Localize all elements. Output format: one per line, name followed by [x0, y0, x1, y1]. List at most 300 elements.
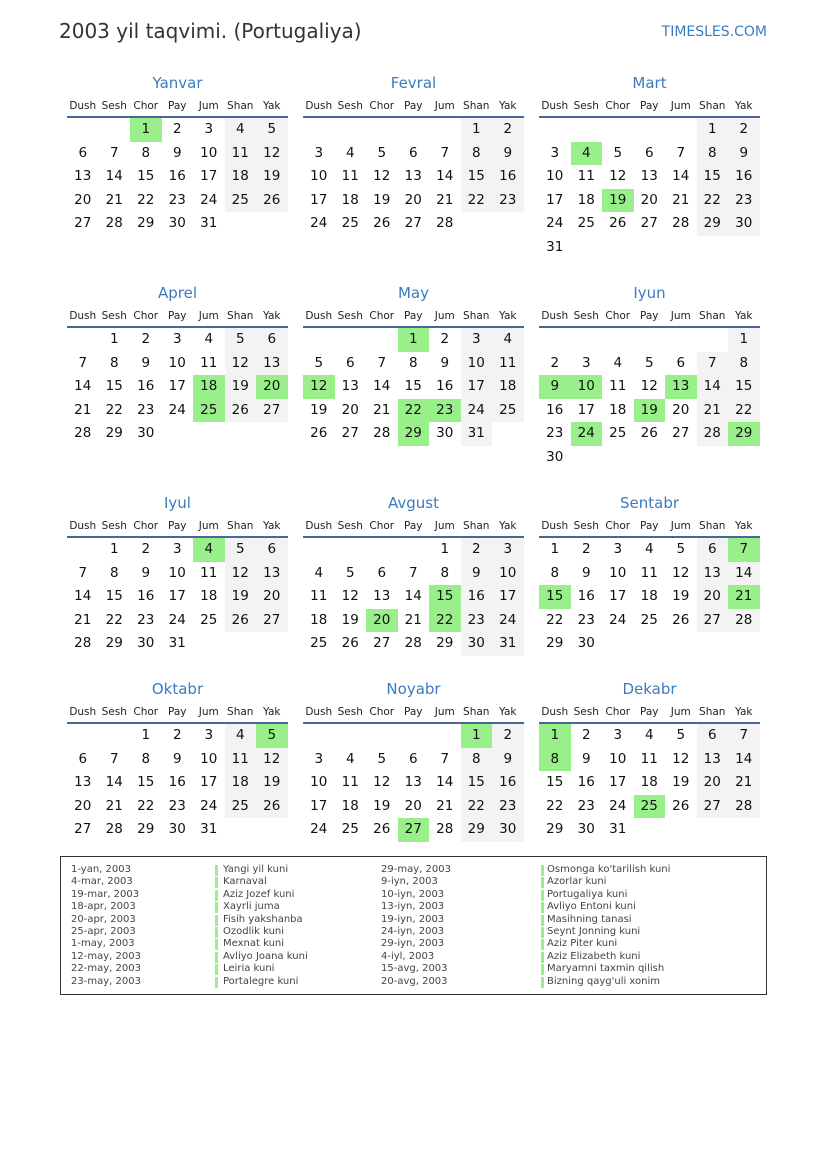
weekday-header: Dush: [541, 706, 569, 718]
holiday-color-marker: [541, 877, 544, 888]
day-cell: 22: [546, 611, 564, 628]
day-cell: 30: [137, 425, 155, 442]
holiday-day-cell: 22: [398, 399, 430, 423]
holiday-day-cell: 12: [303, 375, 335, 399]
day-cell: 9: [728, 142, 760, 166]
weekday-header: Yak: [263, 100, 281, 112]
day-cell: 18: [640, 588, 658, 605]
day-cell: 17: [609, 774, 627, 791]
day-cell: 7: [440, 750, 450, 767]
day-cell: 6: [697, 538, 729, 562]
day-cell: 16: [577, 588, 595, 605]
day-cell: 10: [168, 354, 186, 371]
day-cell: 30: [728, 212, 760, 236]
holiday-day-cell: 27: [398, 818, 430, 842]
day-cell: 21: [105, 797, 123, 814]
day-cell: 30: [168, 821, 186, 838]
day-cell: 9: [440, 354, 450, 371]
day-cell: 7: [78, 564, 88, 581]
day-cell: 17: [546, 191, 564, 208]
weekday-header: Sesh: [337, 100, 363, 112]
day-cell: 2: [581, 727, 591, 743]
day-cell: 15: [546, 774, 564, 791]
day-cell: 21: [728, 771, 760, 795]
day-cell: 16: [546, 401, 564, 418]
day-cell: 29: [105, 425, 123, 442]
day-cell: 1: [109, 331, 119, 347]
day-cell: 31: [200, 215, 218, 232]
legend-holiday-name: Osmonga ko'tarilish kuni: [547, 864, 671, 875]
day-cell: 5: [377, 144, 387, 161]
day-cell: 17: [200, 774, 218, 791]
day-cell: 13: [640, 168, 658, 185]
weekday-header: Chor: [133, 520, 159, 532]
day-cell: 26: [373, 821, 391, 838]
day-cell: 28: [74, 425, 92, 442]
legend-date: 22-may, 2003: [71, 963, 141, 975]
day-cell: 28: [672, 215, 690, 232]
day-cell: 31: [546, 239, 564, 255]
day-cell: 13: [404, 774, 422, 791]
holiday-day-cell: 25: [193, 399, 225, 423]
weekday-header: Chor: [369, 520, 395, 532]
legend-holiday-name: Yangi yil kuni: [223, 864, 289, 875]
day-cell: 14: [74, 378, 92, 395]
day-cell: 7: [109, 144, 119, 161]
day-cell: 4: [644, 727, 654, 743]
day-cell: 21: [672, 191, 690, 208]
day-cell: 13: [697, 748, 729, 772]
holiday-day-cell: 19: [602, 189, 634, 213]
weekday-header: Pay: [403, 310, 423, 322]
day-cell: 1: [728, 328, 760, 352]
day-cell: 8: [461, 142, 493, 166]
day-cell: 29: [105, 635, 123, 652]
legend-holiday-name: Azorlar kuni: [547, 876, 607, 888]
weekday-header: Shan: [463, 310, 490, 322]
day-cell: 27: [256, 609, 288, 633]
day-cell: 18: [225, 165, 257, 189]
day-cell: 24: [168, 401, 186, 418]
day-cell: 28: [697, 422, 729, 446]
day-cell: 29: [546, 635, 564, 652]
weekday-header: Pay: [639, 100, 659, 112]
weekday-header: Sesh: [337, 520, 363, 532]
holiday-color-marker: [541, 964, 544, 975]
day-cell: 7: [377, 354, 387, 371]
weekday-header: Sesh: [573, 310, 599, 322]
day-cell: 12: [256, 142, 288, 166]
day-cell: 4: [314, 564, 324, 581]
day-cell: 16: [492, 165, 524, 189]
day-cell: 4: [204, 331, 214, 347]
day-cell: 8: [109, 564, 119, 581]
day-cell: 12: [672, 750, 690, 767]
day-cell: 30: [577, 635, 595, 652]
weekday-header: Sesh: [337, 310, 363, 322]
legend-date: 12-may, 2003: [71, 950, 141, 962]
day-cell: 13: [404, 168, 422, 185]
day-cell: 3: [613, 541, 623, 557]
day-cell: 18: [492, 375, 524, 399]
holiday-color-marker: [215, 939, 218, 950]
day-cell: 9: [172, 144, 182, 161]
holiday-day-cell: 22: [429, 609, 461, 633]
day-cell: 23: [461, 609, 493, 633]
day-cell: 11: [225, 142, 257, 166]
day-cell: 1: [109, 541, 119, 557]
day-cell: 8: [461, 748, 493, 772]
day-cell: 4: [225, 724, 257, 748]
holiday-day-cell: 19: [634, 399, 666, 423]
day-cell: 15: [461, 165, 493, 189]
weekday-header: Shan: [699, 100, 726, 112]
day-cell: 14: [436, 168, 454, 185]
weekday-header: Chor: [133, 100, 159, 112]
day-cell: 17: [310, 191, 328, 208]
day-cell: 26: [225, 399, 257, 423]
legend-holiday-name: Seynt Jonning kuni: [547, 926, 641, 937]
day-cell: 10: [168, 564, 186, 581]
weekday-header: Chor: [605, 310, 631, 322]
day-cell: 18: [341, 797, 359, 814]
holiday-color-marker: [541, 977, 544, 988]
day-cell: 24: [310, 215, 328, 232]
holiday-color-marker: [215, 964, 218, 975]
day-cell: 5: [314, 354, 324, 371]
day-cell: 17: [310, 797, 328, 814]
day-cell: 11: [341, 774, 359, 791]
day-cell: 6: [377, 564, 387, 581]
day-cell: 17: [492, 585, 524, 609]
day-cell: 22: [137, 191, 155, 208]
day-cell: 15: [105, 588, 123, 605]
day-cell: 17: [577, 401, 595, 418]
legend-holiday-name: Aziz Elizabeth kuni: [547, 950, 641, 962]
holiday-color-marker: [541, 865, 544, 876]
holiday-day-cell: 25: [634, 795, 666, 819]
day-cell: 21: [74, 611, 92, 628]
day-cell: 11: [492, 352, 524, 376]
weekday-header: Pay: [167, 520, 187, 532]
day-cell: 12: [225, 562, 257, 586]
day-cell: 12: [640, 378, 658, 395]
holiday-day-cell: 24: [571, 422, 603, 446]
day-cell: 28: [105, 821, 123, 838]
day-cell: 29: [461, 818, 493, 842]
day-cell: 21: [436, 191, 454, 208]
day-cell: 15: [137, 774, 155, 791]
day-cell: 13: [74, 168, 92, 185]
holiday-day-cell: 9: [539, 375, 571, 399]
day-cell: 25: [225, 795, 257, 819]
day-cell: 10: [310, 168, 328, 185]
legend-date: 19-mar, 2003: [71, 888, 140, 900]
day-cell: 2: [728, 118, 760, 142]
day-cell: 21: [74, 401, 92, 418]
day-cell: 19: [672, 588, 690, 605]
weekday-header: Sesh: [573, 100, 599, 112]
weekday-header: Yak: [735, 310, 753, 322]
day-cell: 5: [676, 541, 686, 557]
holiday-day-cell: 20: [256, 375, 288, 399]
day-cell: 13: [256, 562, 288, 586]
legend-date: 29-may, 2003: [381, 864, 451, 875]
holiday-day-cell: 23: [429, 399, 461, 423]
weekday-header: Dush: [69, 310, 97, 322]
day-cell: 23: [577, 611, 595, 628]
day-cell: 15: [137, 168, 155, 185]
day-cell: 26: [672, 797, 690, 814]
day-cell: 25: [640, 611, 658, 628]
day-cell: 27: [640, 215, 658, 232]
day-cell: 14: [672, 168, 690, 185]
day-cell: 20: [341, 401, 359, 418]
day-cell: 3: [314, 144, 324, 161]
weekday-header: Shan: [227, 520, 254, 532]
holiday-day-cell: 1: [539, 724, 571, 748]
day-cell: 5: [644, 354, 654, 371]
weekday-header: Shan: [699, 520, 726, 532]
day-cell: 12: [341, 588, 359, 605]
day-cell: 19: [310, 401, 328, 418]
day-cell: 14: [373, 378, 391, 395]
holiday-color-marker: [215, 927, 218, 938]
day-cell: 3: [172, 541, 182, 557]
holiday-day-cell: 21: [728, 585, 760, 609]
weekday-header: Jum: [198, 310, 219, 322]
day-cell: 16: [728, 165, 760, 189]
day-cell: 10: [461, 352, 493, 376]
month-title: Sentabr: [619, 494, 680, 512]
day-cell: 20: [404, 191, 422, 208]
holiday-color-marker: [215, 865, 218, 876]
month-title: Mart: [632, 74, 667, 92]
legend-date: 1-yan, 2003: [71, 864, 131, 875]
legend-holiday-name: Maryamni taxmin qilish: [547, 963, 665, 975]
day-cell: 28: [728, 795, 760, 819]
weekday-header: Shan: [699, 310, 726, 322]
day-cell: 12: [373, 168, 391, 185]
day-cell: 20: [697, 585, 729, 609]
day-cell: 2: [172, 121, 182, 137]
weekday-header: Pay: [403, 520, 423, 532]
day-cell: 2: [492, 724, 524, 748]
weekday-header: Jum: [670, 520, 691, 532]
weekday-header: Sesh: [573, 520, 599, 532]
day-cell: 7: [697, 352, 729, 376]
day-cell: 23: [546, 425, 564, 442]
day-cell: 11: [640, 750, 658, 767]
day-cell: 10: [546, 168, 564, 185]
holiday-day-cell: 29: [728, 422, 760, 446]
legend-date: 1-may, 2003: [71, 938, 135, 950]
legend-holiday-name: Fisih yakshanba: [223, 913, 303, 925]
day-cell: 15: [728, 375, 760, 399]
day-cell: 2: [440, 331, 450, 347]
day-cell: 31: [168, 635, 186, 652]
day-cell: 16: [168, 168, 186, 185]
month-title: Avgust: [388, 494, 439, 512]
month-title: Yanvar: [152, 74, 203, 92]
day-cell: 6: [676, 354, 686, 371]
day-cell: 28: [404, 635, 422, 652]
day-cell: 17: [200, 168, 218, 185]
weekday-header: Sesh: [337, 706, 363, 718]
holiday-color-marker: [541, 952, 544, 963]
weekday-header: Chor: [133, 310, 159, 322]
month-title: Dekabr: [622, 680, 677, 698]
holiday-legend: [60, 856, 767, 995]
weekday-header: Jum: [670, 310, 691, 322]
weekday-header: Chor: [369, 706, 395, 718]
legend-date: 29-iyn, 2003: [381, 938, 445, 950]
legend-date: 20-avg, 2003: [381, 975, 448, 987]
day-cell: 8: [440, 564, 450, 581]
legend-date: 10-iyn, 2003: [381, 888, 445, 900]
day-cell: 4: [644, 541, 654, 557]
day-cell: 8: [697, 142, 729, 166]
day-cell: 16: [168, 774, 186, 791]
day-cell: 7: [78, 354, 88, 371]
day-cell: 11: [640, 564, 658, 581]
weekday-header: Yak: [263, 706, 281, 718]
day-cell: 9: [141, 564, 151, 581]
day-cell: 6: [256, 538, 288, 562]
day-cell: 28: [436, 215, 454, 232]
weekday-header: Chor: [605, 100, 631, 112]
day-cell: 3: [550, 144, 560, 161]
day-cell: 3: [492, 538, 524, 562]
day-cell: 16: [137, 588, 155, 605]
day-cell: 11: [609, 378, 627, 395]
day-cell: 16: [577, 774, 595, 791]
day-cell: 10: [609, 564, 627, 581]
weekday-header: Pay: [167, 706, 187, 718]
day-cell: 8: [550, 564, 560, 581]
day-cell: 19: [256, 771, 288, 795]
day-cell: 21: [105, 191, 123, 208]
day-cell: 9: [492, 142, 524, 166]
day-cell: 25: [341, 821, 359, 838]
day-cell: 27: [697, 795, 729, 819]
day-cell: 2: [172, 727, 182, 743]
legend-holiday-name: Aziz Piter kuni: [547, 938, 618, 950]
page-title: 2003 yil taqvimi. (Portugaliya): [59, 19, 362, 43]
day-cell: 24: [609, 611, 627, 628]
legend-holiday-name: Mexnat kuni: [223, 938, 285, 950]
day-cell: 6: [644, 144, 654, 161]
day-cell: 9: [492, 748, 524, 772]
weekday-header: Jum: [198, 100, 219, 112]
day-cell: 26: [256, 189, 288, 213]
holiday-color-marker: [215, 915, 218, 926]
day-cell: 4: [345, 750, 355, 767]
day-cell: 2: [581, 541, 591, 557]
day-cell: 7: [676, 144, 686, 161]
day-cell: 16: [461, 585, 493, 609]
day-cell: 8: [109, 354, 119, 371]
day-cell: 22: [461, 795, 493, 819]
day-cell: 25: [341, 215, 359, 232]
legend-date: 19-iyn, 2003: [381, 913, 445, 925]
day-cell: 20: [74, 797, 92, 814]
weekday-header: Jum: [198, 706, 219, 718]
weekday-header: Sesh: [101, 100, 127, 112]
weekday-header: Shan: [699, 706, 726, 718]
day-cell: 5: [676, 727, 686, 743]
day-cell: 13: [697, 562, 729, 586]
legend-date: 24-iyn, 2003: [381, 926, 445, 937]
weekday-header: Chor: [605, 706, 631, 718]
day-cell: 31: [461, 422, 493, 446]
day-cell: 7: [109, 750, 119, 767]
day-cell: 27: [672, 425, 690, 442]
day-cell: 29: [436, 635, 454, 652]
legend-holiday-name: Bizning qayg'uli xonim: [547, 975, 661, 987]
weekday-header: Chor: [369, 100, 395, 112]
day-cell: 25: [609, 425, 627, 442]
legend-date: 23-may, 2003: [71, 975, 141, 987]
legend-date: 20-apr, 2003: [71, 913, 136, 925]
day-cell: 20: [74, 191, 92, 208]
day-cell: 18: [200, 588, 218, 605]
holiday-day-cell: 7: [728, 538, 760, 562]
legend-holiday-name: Ozodlik kuni: [223, 926, 285, 937]
day-cell: 20: [672, 401, 690, 418]
day-cell: 8: [728, 352, 760, 376]
holiday-color-marker: [215, 902, 218, 913]
weekday-header: Dush: [69, 706, 97, 718]
weekday-header: Shan: [227, 706, 254, 718]
weekday-header: Jum: [434, 100, 455, 112]
day-cell: 21: [697, 399, 729, 423]
day-cell: 27: [256, 399, 288, 423]
holiday-day-cell: 5: [256, 724, 288, 748]
day-cell: 27: [74, 821, 92, 838]
legend-holiday-name: Portalegre kuni: [223, 975, 299, 987]
day-cell: 23: [577, 797, 595, 814]
holiday-day-cell: 15: [429, 585, 461, 609]
weekday-header: Dush: [305, 310, 333, 322]
brand-link[interactable]: TIMESLES.COM: [661, 24, 767, 40]
day-cell: 20: [256, 585, 288, 609]
weekday-header: Jum: [670, 100, 691, 112]
day-cell: 4: [613, 354, 623, 371]
holiday-color-marker: [215, 890, 218, 901]
day-cell: 30: [168, 215, 186, 232]
day-cell: 17: [609, 588, 627, 605]
day-cell: 1: [697, 118, 729, 142]
day-cell: 19: [373, 797, 391, 814]
day-cell: 7: [440, 144, 450, 161]
day-cell: 16: [436, 378, 454, 395]
day-cell: 5: [225, 328, 257, 352]
weekday-header: Shan: [463, 100, 490, 112]
day-cell: 8: [141, 144, 151, 161]
day-cell: 26: [609, 215, 627, 232]
month-title: May: [397, 284, 429, 302]
day-cell: 31: [609, 821, 627, 838]
day-cell: 10: [492, 562, 524, 586]
weekday-header: Dush: [69, 520, 97, 532]
day-cell: 13: [256, 352, 288, 376]
weekday-header: Shan: [463, 706, 490, 718]
day-cell: 6: [408, 750, 418, 767]
day-cell: 3: [613, 727, 623, 743]
day-cell: 3: [204, 121, 214, 137]
day-cell: 24: [461, 399, 493, 423]
